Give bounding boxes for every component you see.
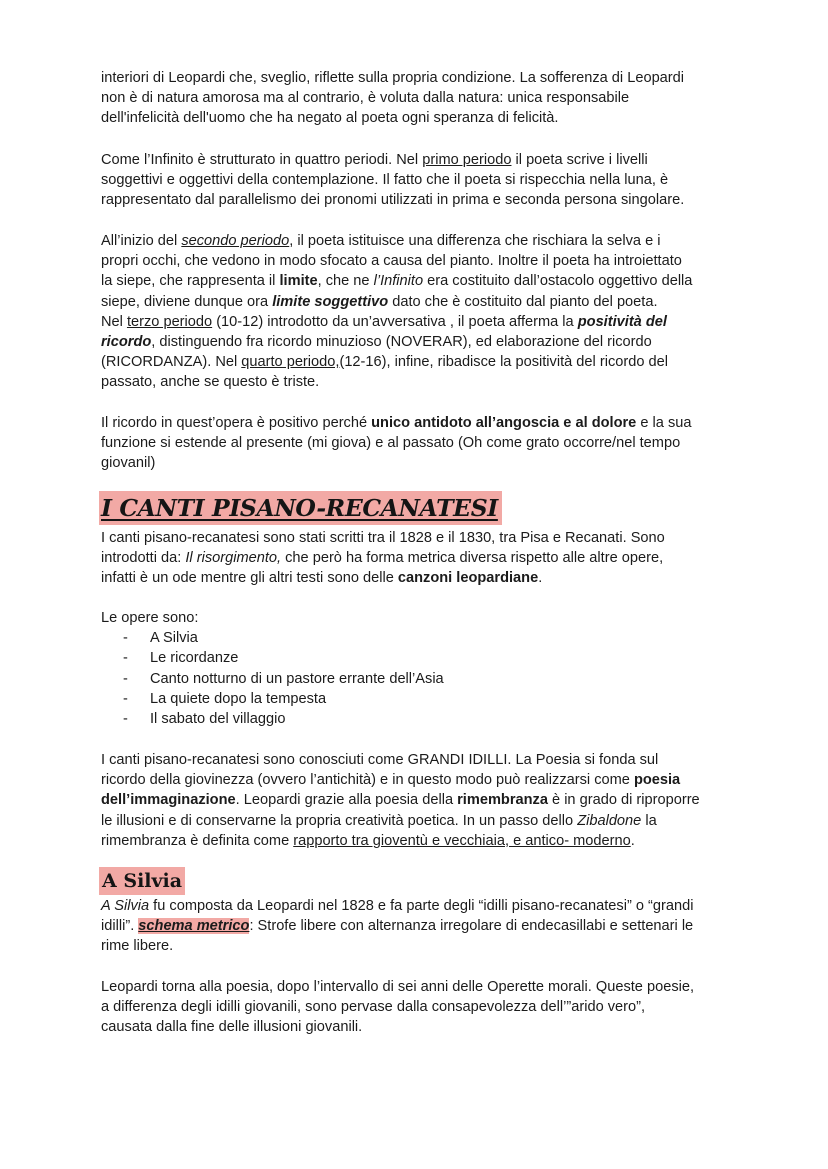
list-item: - Il sabato del villaggio	[123, 709, 741, 729]
paragraph-struttura: Come l’Infinito è strutturato in quattro periodi. Nel primo periodo il poeta scrive i livelli soggettivi e oggettivi della contemplazione. Il fatto che il poeta si rispecchia nella luna, è rappresentato dal parallelismo dei pronomi utilizzati in prima e seconda persona singolare.	[101, 152, 685, 209]
paragraph-periodi: All’inizio del secondo periodo, il poeta istituisce una differenza che rischiara la selva e i propri occhi, che vedono in modo sfocato a causa del pianto. Inoltre il poeta ha introiettato la siepe, che rappresenta il limite, che ne l’Infinito era costituito dall’ostacolo oggettivo della siepe, diviene dunque ora limite soggettivo dato che è costituito dal pianto del poeta. Nel terzo periodo (10-12) introdotto da un’avversativa , il poeta afferma la positività del ricordo, distinguendo fra ricordo minuzioso (NOVERAR), ed elaborazione del ricordo (RICORDANZA). Nel quarto periodo,(12-16), infine, ribadisce la positività del ricordo del passato, anche se questo è triste.	[101, 233, 693, 391]
works-intro: Le opere sono:	[101, 610, 199, 626]
paragraph-operette: Leopardi torna alla poesia, dopo l’intervallo di sei anni delle Operette morali. Queste poesie, a differenza degli idilli giovanili, sono pervase dalla consapevolezza dell’”arido vero”, causata dalla fine delle illusioni giovanili.	[101, 979, 695, 1036]
paragraph-canti-intro: I canti pisano-recanatesi sono stati scritti tra il 1828 e il 1830, tra Pisa e Recanati. Sono introdotti da: Il risorgimento, che però ha forma metrica diversa rispetto alle altre opere, infatti è un ode mentre gli altri testi sono delle canzoni leopardiane.	[101, 530, 665, 587]
paragraph-a-silvia: A Silvia fu composta da Leopardi nel 1828 e fa parte degli “idilli pisano-recanatesi” o “grandi idilli”. schema metrico: Strofe libere con alternanza irregolare di endecasillabi e settenari le rime libere.	[101, 898, 694, 955]
section-heading-a-silvia: A Silvia	[99, 867, 185, 895]
section-heading-canti-pisano-recanatesi: I CANTI PISANO-RECANATESI	[99, 491, 502, 525]
works-list-block	[101, 608, 741, 729]
list-item: - La quiete dopo la tempesta	[123, 689, 741, 709]
paragraph-grandi-idilli: I canti pisano-recanatesi sono conosciuti come GRANDI IDILLI. La Poesia si fonda sul ricordo della giovinezza (ovvero l’antichità) e in questo modo può realizzarsi come poesia dell’immaginazione. Leopardi grazie alla poesia della rimembranza è in grado di riproporre le illusioni e di conservarne la propria creatività poetica. In un passo dello Zibaldone la rimembranza è definita come rapporto tra gioventù e vecchiaia, e antico- moderno.	[101, 752, 700, 849]
paragraph-ricordo: Il ricordo in quest’opera è positivo perché unico antidoto all’angoscia e al dolore e la sua funzione si estende al presente (mi giova) e al passato (Oh come grato occorre/nel tempo giovanil)	[101, 415, 692, 472]
list-item: - Canto notturno di un pastore errante dell’Asia	[123, 669, 741, 689]
list-item: - A Silvia	[123, 628, 741, 648]
works-list	[101, 628, 741, 729]
paragraph-sofferenza: interiori di Leopardi che, sveglio, riflette sulla propria condizione. La sofferenza di Leopardi non è di natura amorosa ma al contrario, è voluta dalla natura: unica responsabile dell'infelicità dell'uomo che ha negato al poeta ogni speranza di felicità.	[101, 70, 685, 127]
list-item: - Le ricordanze	[123, 648, 741, 668]
